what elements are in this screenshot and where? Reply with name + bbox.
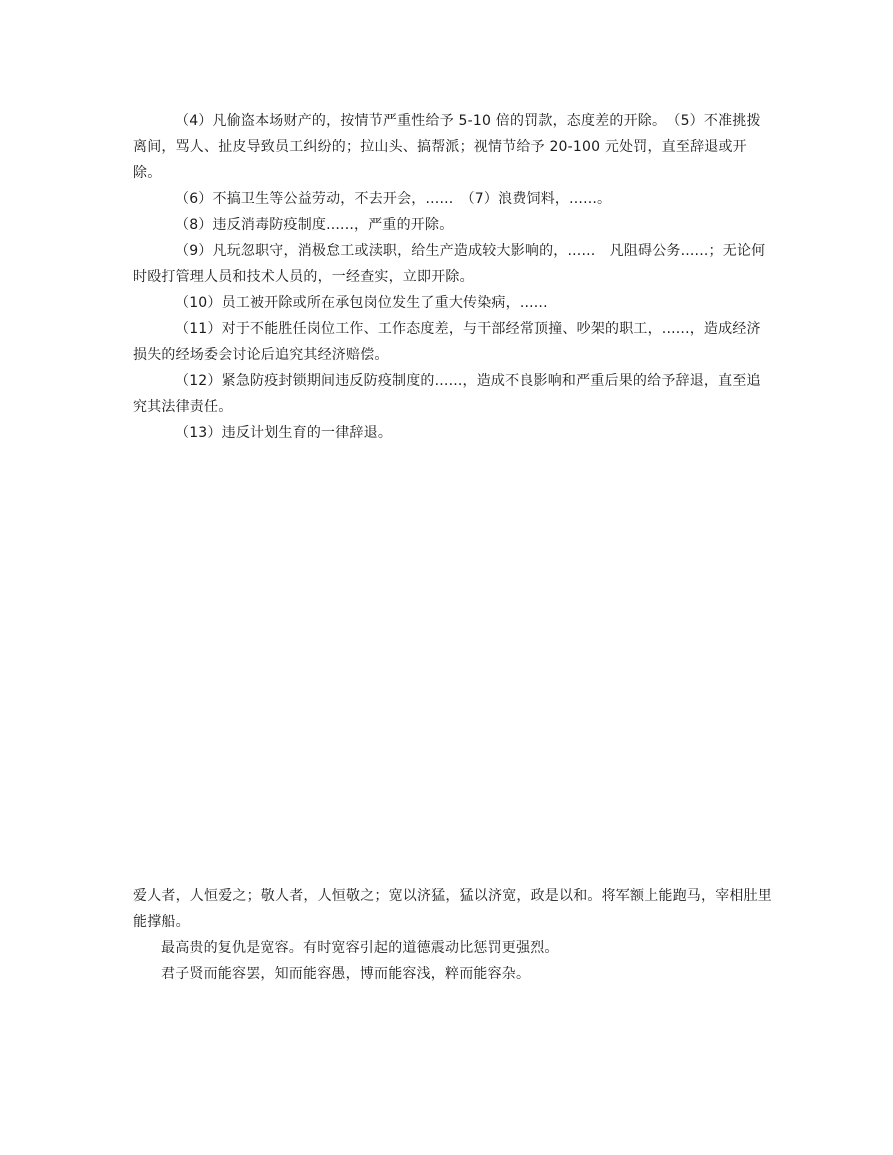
rule-paragraph: （8）违反消毒防疫制度......，严重的开除。 — [175, 217, 454, 233]
rule-paragraph: （12）紧急防疫封锁期间违反防疫制度的......，造成不良影响和严重后果的给予辞退，直至追究其法律责任。 — [133, 373, 761, 415]
rule-paragraph: （6）不搞卫生等公益劳动，不去开会，...... （7）浪费饲料，......。 — [175, 191, 612, 207]
quotes-section — [133, 883, 773, 987]
rule-paragraph: （9）凡玩忽职守，消极怠工或渎职，给生产造成较大影响的，...... 凡阻碍公务......；无论何时殴打管理人员和技术人员的，一经查实，立即开除。 — [133, 243, 766, 285]
rules-section — [133, 108, 773, 446]
rule-paragraph: （10）员工被开除或所在承包岗位发生了重大传染病，...... — [175, 295, 548, 311]
rule-paragraph: （4）凡偷盗本场财产的，按情节严重性给予 5-10 倍的罚款，态度差的开除。 （5）不准挑拨离间，骂人、扯皮导致员工纠纷的；拉山头、搞帮派；视情节给予 20-100 元处罚，直至辞退或开除。 — [133, 113, 761, 181]
rule-paragraph: （13）违反计划生育的一律辞退。 — [175, 425, 393, 441]
quote-paragraph: 爱人者，人恒爱之；敬人者，人恒敬之；宽以济猛，猛以济宽，政是以和。将军额上能跑马，宰相肚里能撑船。 — [133, 888, 772, 930]
rule-paragraph: （11）对于不能胜任岗位工作、工作态度差，与干部经常顶撞、吵架的职工，......，造成经济损失的经场委会讨论后追究其经济赔偿。 — [133, 321, 761, 363]
quote-paragraph: 最高贵的复仇是宽容。有时宽容引起的道德震动比惩罚更强烈。 — [161, 940, 559, 956]
quote-paragraph: 君子贤而能容罢，知而能容愚，博而能容浅，粹而能容杂。 — [161, 966, 531, 982]
